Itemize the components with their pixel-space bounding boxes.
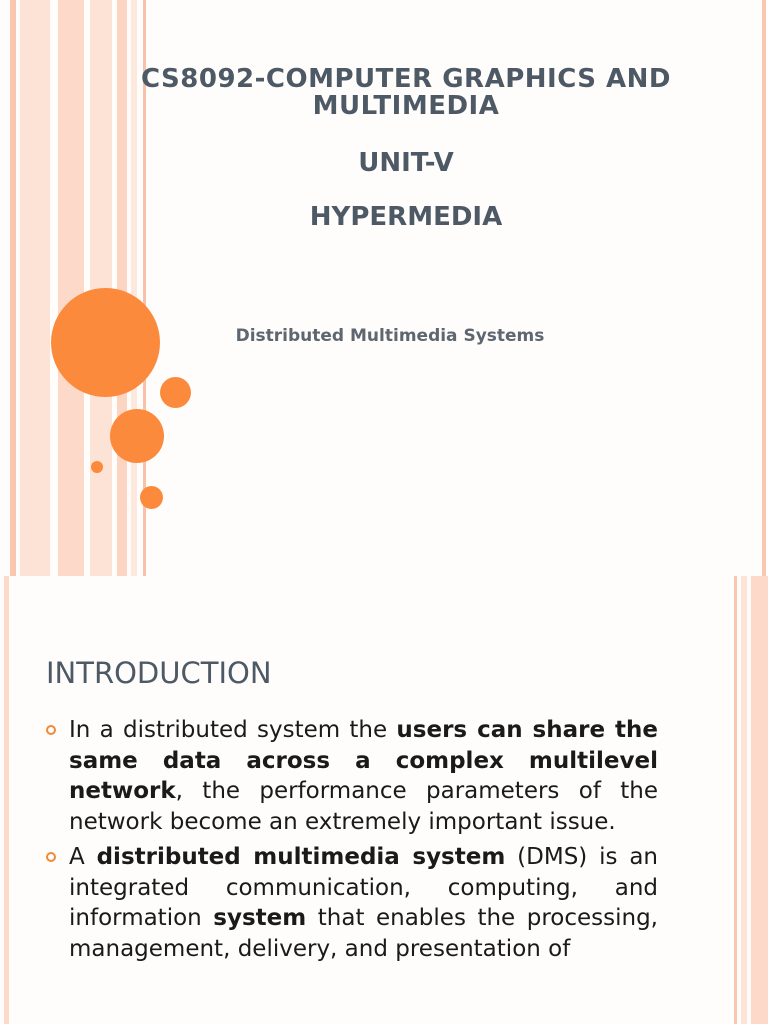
topic-label: HYPERMEDIA <box>309 202 503 232</box>
decor-circle <box>110 409 164 463</box>
slide-subtitle: Distributed Multimedia Systems <box>235 326 545 346</box>
decor-stripe <box>20 0 50 576</box>
decor-stripe <box>734 576 737 1024</box>
bullet-circle-icon <box>46 852 56 862</box>
decor-circle <box>91 461 103 473</box>
section-heading: INTRODUCTION <box>46 656 272 690</box>
decor-circle-large <box>51 288 160 397</box>
bullet-circle-icon <box>46 725 56 735</box>
bullet-item: In a distributed system the users can share the same data across a complex multilevel network, the performance parameters of the network become an extremely important issue. <box>46 715 658 837</box>
decor-stripe <box>751 576 768 1024</box>
decor-stripe <box>58 0 84 576</box>
decor-circle <box>160 377 191 408</box>
bullet-item: A distributed multimedia system (DMS) is an integrated communication, computing, and information system that enables the processing, management, delivery, and presentation of <box>46 842 658 964</box>
decor-stripe <box>4 576 9 1024</box>
bullet-list <box>46 715 658 969</box>
unit-label: UNIT-V <box>358 148 454 178</box>
title-line-2: MULTIMEDIA <box>312 91 500 121</box>
decor-stripe <box>762 0 766 576</box>
decor-circle <box>140 486 163 509</box>
decor-stripe <box>741 576 747 1024</box>
slide-title <box>100 66 712 120</box>
title-line-1: CS8092-COMPUTER GRAPHICS AND <box>140 64 671 94</box>
decor-stripe <box>10 0 16 576</box>
